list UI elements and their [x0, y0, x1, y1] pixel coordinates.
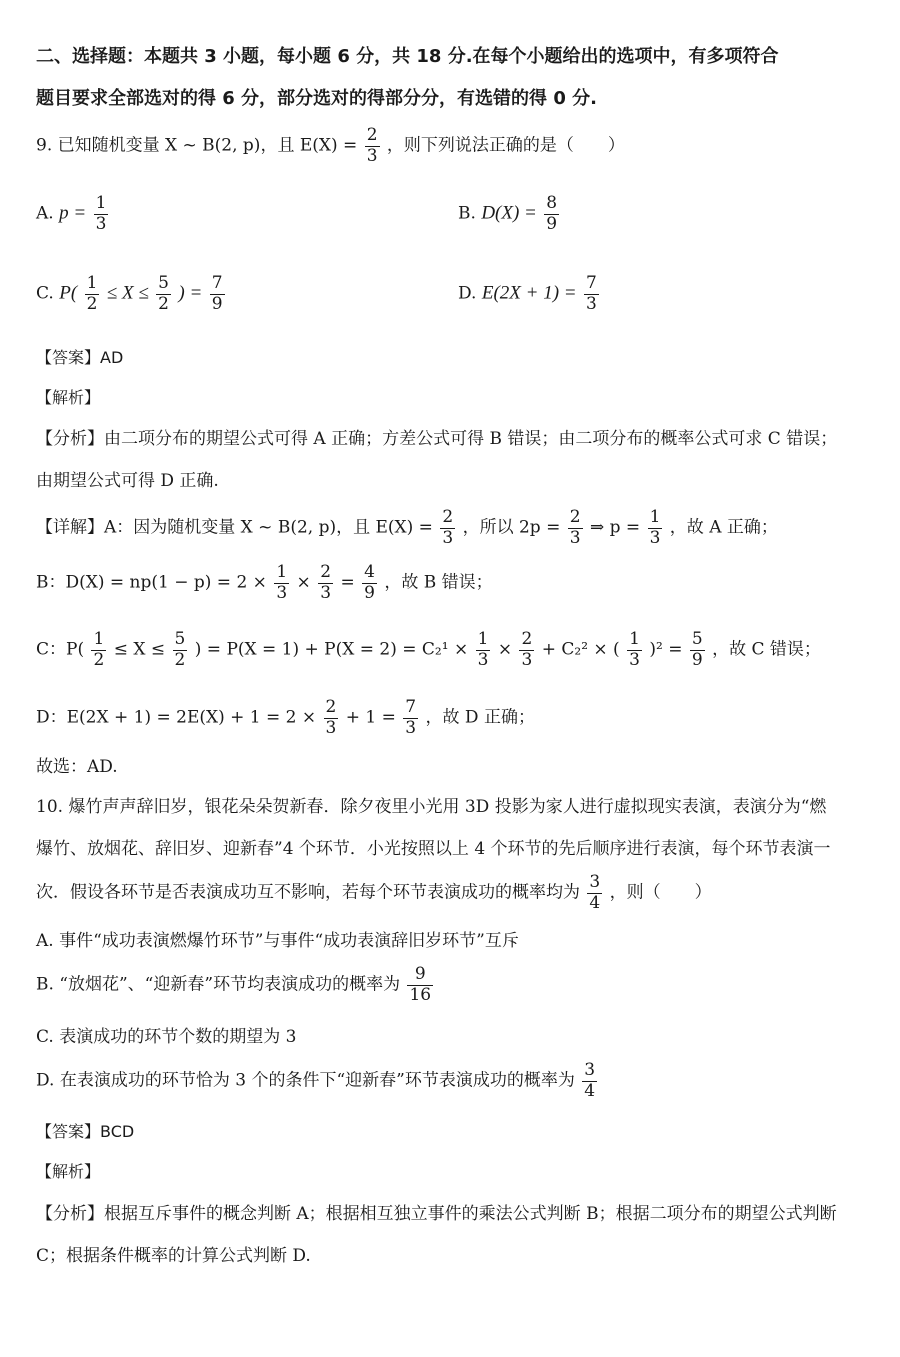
frac-numerator: 2	[320, 562, 332, 582]
frac-denominator: 3	[405, 717, 417, 738]
detail-text: ，故 B 错误；	[384, 572, 493, 593]
detail-fraction	[690, 630, 705, 670]
detail-fraction	[362, 563, 377, 603]
detail-fraction	[324, 698, 339, 738]
q9-stem-prefix: 9. 已知随机变量 X ~ B(2, p)，且 E(X) =	[36, 135, 358, 156]
frac-denominator: 3	[442, 527, 454, 548]
detail-text: ，故 D 正确；	[425, 707, 535, 728]
option-label: A.	[36, 203, 54, 224]
frac-denominator: 16	[409, 984, 432, 1005]
detail-fraction	[318, 563, 333, 603]
frac-denominator: 3	[366, 145, 378, 166]
detail-text: + 1 =	[345, 707, 396, 728]
frac-denominator: 3	[569, 527, 581, 548]
option-expr-mid: ≤ X ≤	[106, 282, 149, 304]
frac-numerator: 1	[477, 629, 489, 649]
section-header-line-2: 题目要求全部选对的得 6 分，部分选对的得部分分，有选错的得 0 分.	[36, 88, 597, 109]
option-fraction	[85, 274, 100, 314]
detail-fraction	[648, 508, 663, 548]
option-fraction	[544, 194, 559, 234]
detail-text: )² =	[649, 639, 683, 660]
frac-numerator: 3	[589, 872, 601, 892]
frac-numerator: 2	[569, 507, 581, 527]
detail-fraction	[173, 630, 188, 670]
frac-numerator: 4	[364, 562, 375, 582]
frac-numerator: 8	[546, 193, 558, 213]
q9-option-b	[458, 194, 561, 234]
frac-denominator: 4	[584, 1080, 596, 1101]
detail-text: ≤ X ≤	[113, 639, 166, 660]
detail-fraction	[274, 563, 289, 603]
frac-numerator: 2	[366, 125, 378, 145]
q9-choose: 故选：AD.	[36, 757, 118, 777]
option-text: B. “放烟花”、“迎新春”环节均表演成功的概率为	[36, 974, 401, 995]
q10-analysis-label: 【解析】	[36, 1162, 101, 1181]
frac-denominator: 3	[477, 649, 489, 670]
frac-numerator: 5	[691, 629, 703, 649]
frac-denominator: 2	[174, 649, 186, 670]
section-header-line-1: 二、选择题：本题共 3 小题，每小题 6 分，共 18 分.在每个小题给出的选项中，有多项符合	[36, 46, 779, 67]
detail-text: =	[340, 572, 355, 593]
q9-answer: 【答案】AD	[36, 348, 124, 367]
q10-stem-line-2: 爆竹、放烟花、辞旧岁、迎新春”4 个环节．小光按照以上 4 个环节的先后顺序进行表演，每个环节表演一	[36, 839, 831, 859]
q9-stem-suffix: ，则下列说法正确的是（ ）	[386, 135, 625, 156]
frac-numerator: 5	[174, 629, 186, 649]
detail-text: B：D(X) = np(1 − p) = 2 ×	[36, 572, 267, 593]
frac-numerator: 7	[405, 697, 417, 717]
frac-denominator: 9	[211, 293, 223, 314]
frac-numerator: 2	[521, 629, 533, 649]
q9-stem-fraction	[365, 126, 380, 166]
option-label: B.	[458, 203, 476, 224]
frac-denominator: 3	[320, 582, 332, 603]
q10-option-a: A. 事件“成功表演燃爆竹环节”与事件“成功表演辞旧岁环节”互斥	[36, 931, 519, 951]
option-fraction	[407, 965, 433, 1005]
q9-option-c	[36, 274, 227, 314]
q9-detail-c	[36, 630, 878, 670]
frac-denominator: 2	[93, 649, 105, 670]
detail-fraction	[440, 508, 455, 548]
option-text: D. 在表演成功的环节恰为 3 个的条件下“迎新春”环节表演成功的概率为	[36, 1070, 575, 1091]
q9-fenxi-line-2: 由期望公式可得 D 正确.	[36, 471, 219, 491]
frac-denominator: 9	[364, 582, 375, 603]
frac-numerator: 7	[211, 273, 223, 293]
option-expr-p: P(	[59, 282, 78, 304]
q9-option-d	[458, 274, 601, 314]
frac-denominator: 3	[521, 649, 533, 670]
frac-numerator: 5	[158, 273, 169, 293]
stem-fraction	[587, 873, 602, 913]
stem-text: ，则（ ）	[609, 882, 712, 903]
detail-text: ，故 C 错误；	[712, 639, 821, 660]
frac-denominator: 2	[158, 293, 169, 314]
q9-detail-b	[36, 563, 878, 603]
option-expr-end: ) =	[178, 282, 203, 304]
q9-analysis-label: 【解析】	[36, 388, 101, 407]
option-expr: E(2X + 1) =	[481, 282, 577, 304]
frac-numerator: 1	[629, 629, 640, 649]
option-fraction	[156, 274, 171, 314]
option-expr: D(X) =	[481, 202, 537, 224]
q10-option-d	[36, 1061, 878, 1101]
frac-denominator: 3	[276, 582, 288, 603]
detail-text: 【详解】A：因为随机变量 X ~ B(2, p)，且 E(X) =	[36, 517, 433, 538]
q9-fenxi-line-1: 【分析】由二项分布的期望公式可得 A 正确；方差公式可得 B 错误；由二项分布的概率公式可求 C 错误；	[36, 429, 838, 449]
frac-denominator: 3	[586, 293, 597, 314]
detail-fraction	[91, 630, 106, 670]
detail-fraction	[403, 698, 418, 738]
q10-fenxi-line-2: C；根据条件概率的计算公式判断 D.	[36, 1246, 311, 1266]
frac-numerator: 2	[325, 697, 337, 717]
frac-numerator: 1	[95, 193, 107, 213]
q9-stem	[36, 126, 878, 166]
detail-fraction	[476, 630, 491, 670]
detail-text: ) = P(X = 1) + P(X = 2) = C₂¹ ×	[194, 639, 469, 660]
q10-stem-line-3	[36, 873, 878, 913]
detail-text: C：P(	[36, 639, 85, 660]
q9-option-a	[36, 194, 110, 234]
detail-text: ，故 A 正确；	[669, 517, 778, 538]
frac-denominator: 9	[546, 213, 558, 234]
option-fraction	[210, 274, 225, 314]
frac-denominator: 3	[325, 717, 337, 738]
frac-denominator: 9	[691, 649, 703, 670]
frac-numerator: 3	[584, 1060, 596, 1080]
detail-fraction	[627, 630, 642, 670]
q10-answer: 【答案】BCD	[36, 1122, 135, 1141]
detail-fraction	[519, 630, 534, 670]
frac-numerator: 7	[586, 273, 597, 293]
option-expr: p =	[59, 202, 87, 224]
frac-numerator: 1	[86, 273, 98, 293]
q9-detail-d	[36, 698, 878, 738]
frac-numerator: 1	[276, 562, 288, 582]
option-fraction	[94, 194, 109, 234]
option-label: C.	[36, 283, 54, 304]
frac-denominator: 4	[589, 892, 601, 913]
frac-denominator: 3	[649, 527, 661, 548]
q9-detail-a	[36, 508, 878, 548]
frac-numerator: 1	[93, 629, 105, 649]
frac-numerator: 1	[649, 507, 661, 527]
detail-text: ×	[296, 572, 311, 593]
detail-text: + C₂² × (	[541, 639, 620, 660]
option-fraction	[584, 274, 599, 314]
option-label: D.	[458, 283, 477, 304]
frac-denominator: 3	[629, 649, 640, 670]
stem-text: 次．假设各环节是否表演成功互不影响，若每个环节表演成功的概率均为	[36, 882, 580, 903]
detail-text: D：E(2X + 1) = 2E(X) + 1 = 2 ×	[36, 707, 317, 728]
detail-text: ，所以 2p =	[462, 517, 561, 538]
frac-denominator: 2	[86, 293, 98, 314]
option-fraction	[582, 1061, 597, 1101]
detail-fraction	[568, 508, 583, 548]
frac-denominator: 3	[95, 213, 107, 234]
q10-option-c: C. 表演成功的环节个数的期望为 3	[36, 1027, 297, 1047]
q10-option-b	[36, 965, 878, 1005]
frac-numerator: 2	[442, 507, 454, 527]
detail-text: ⇒ p =	[589, 517, 641, 538]
frac-numerator: 9	[407, 965, 433, 986]
q10-stem-line-1: 10. 爆竹声声辞旧岁，银花朵朵贺新春．除夕夜里小光用 3D 投影为家人进行虚拟现实表演，表演分为“燃	[36, 797, 827, 817]
q10-fenxi-line-1: 【分析】根据互斥事件的概念判断 A；根据相互独立事件的乘法公式判断 B；根据二项分布的期望公式判断	[36, 1204, 837, 1224]
detail-text: ×	[497, 639, 513, 660]
